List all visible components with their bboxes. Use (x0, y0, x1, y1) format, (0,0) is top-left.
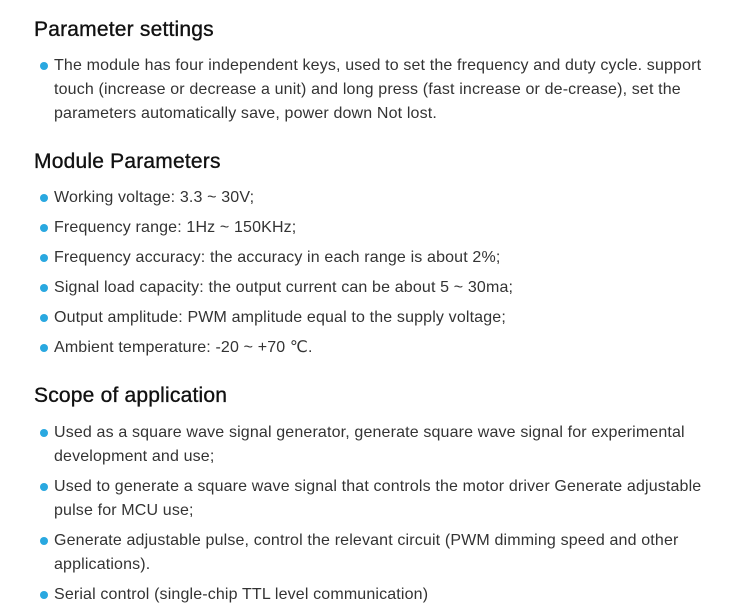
bullet-icon (40, 314, 48, 322)
list-item-text: Used to generate a square wave signal that controls the motor driver Generate adjustable pulse for MCU use; (54, 478, 702, 519)
list-item (34, 186, 734, 210)
list-item-text: Used as a square wave signal generator, generate square wave signal for experimental development and use; (54, 424, 685, 465)
module-parameters-list (34, 186, 734, 360)
bullet-icon (40, 429, 48, 437)
list-item (34, 336, 734, 360)
list-item-text: The module has four independent keys, used to set the frequency and duty cycle. support touch (increase or decrease a unit) and long press (fast increase or de-crease), set the parameters automatically save, power down Not lost. (54, 57, 702, 122)
scope-of-application-section (34, 384, 734, 613)
bullet-icon (40, 483, 48, 491)
list-item-text: Signal load capacity: the output current can be about 5 ~ 30ma; (54, 279, 514, 296)
list-item-text: Frequency range: 1Hz ~ 150KHz; (54, 219, 297, 236)
parameter-settings-section (34, 18, 734, 126)
list-item-text: Generate adjustable pulse, control the relevant circuit (PWM dimming speed and other applications). (54, 532, 679, 573)
bullet-icon (40, 284, 48, 292)
bullet-icon (40, 224, 48, 232)
list-item (34, 421, 734, 469)
list-item-text: Working voltage: 3.3 ~ 30V; (54, 189, 255, 206)
parameter-settings-list (34, 54, 734, 126)
module-parameters-section (34, 150, 734, 366)
bullet-icon (40, 254, 48, 262)
list-item (34, 529, 734, 577)
parameter-settings-heading: Parameter settings (34, 18, 214, 41)
bullet-icon (40, 344, 48, 352)
scope-of-application-list (34, 421, 734, 607)
list-item-text: Ambient temperature: -20 ~ +70 ℃. (54, 339, 313, 356)
list-item (34, 306, 734, 330)
list-item (34, 276, 734, 300)
bullet-icon (40, 537, 48, 545)
list-item-text: Output amplitude: PWM amplitude equal to the supply voltage; (54, 309, 506, 326)
list-item-text: Serial control (single-chip TTL level communication) (54, 586, 429, 603)
list-item-text: Frequency accuracy: the accuracy in each range is about 2%; (54, 249, 501, 266)
bullet-icon (40, 194, 48, 202)
list-item (34, 216, 734, 240)
bullet-icon (40, 591, 48, 599)
list-item (34, 475, 734, 523)
bullet-icon (40, 62, 48, 70)
list-item (34, 246, 734, 270)
scope-of-application-heading: Scope of application (34, 384, 228, 407)
list-item (34, 583, 734, 607)
module-parameters-heading: Module Parameters (34, 150, 221, 173)
list-item (34, 54, 734, 126)
